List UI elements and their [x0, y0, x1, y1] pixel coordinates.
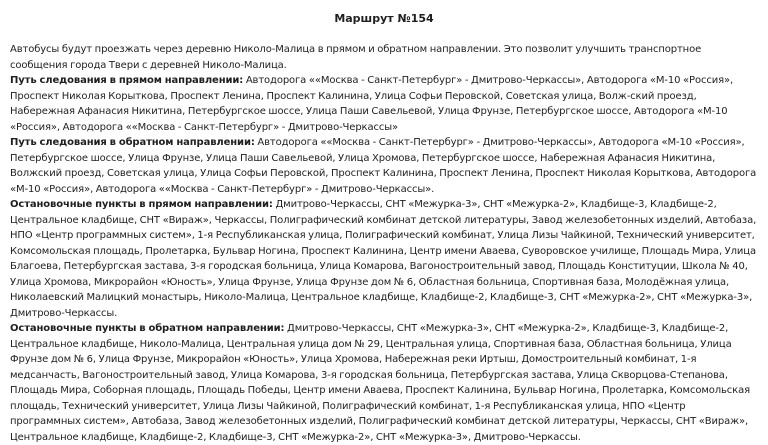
reverse-stops-paragraph [10, 321, 758, 445]
forward-stops-label: Остановочные пункты в прямом направлении: [10, 199, 273, 210]
reverse-route-text: Автодорога ««Москва - Санкт-Петербург» - Дмитрово-Черкассы», Автодорога «М-10 «Россия», Петербургское шоссе, Улица Фрунзе, Улица Паши Савельевой, Улица Хромова, Петербургское шоссе, Набережная Афанасия Никитина, Волжский проезд, Советская улица, Улица Софьи Перовской, Проспект Калинина, Проспект Ленина, Проспект Николая Корыткова, Автодорога «М-10 «Россия», Автодорога ««Москва - Санкт-Петербург» - Дмитрово-Черкассы». [10, 137, 757, 195]
forward-route-text: Автодорога ««Москва - Санкт-Петербург» - Дмитрово-Черкассы», Автодорога «М-10 «Россия», Проспект Николая Корыткова, Проспект Ленина, Проспект Калинина, Улица Софьи Перовской, Советская улица, Волж-ский проезд, Набережная Афанасия Никитина, Петербургское шоссе, Улица Паши Савельевой, Улица Фрунзе, Петербургское шоссе, Автодорога «М-10 «Россия», Автодорога ««Москва - Санкт-Петербург» - Дмитрово-Черкассы» [10, 75, 734, 133]
reverse-route-paragraph [10, 135, 758, 197]
page-title: Маршрут №154 [334, 12, 434, 25]
reverse-stops-text: Дмитрово-Черкассы, СНТ «Межурка-3», СНТ «Межурка-2», Кладбище-3, Кладбище-2, Центральное кладбище, Николо-Малица, Центральная улица дом № 29, Центральная улица, Спортивная база, Областная больница, Улица Фрунзе дом № 6, Улица Фрунзе, Микрорайон «Юность», Улица Хромова, Набережная реки Иртыш, Домостроительный комбинат, 1-я медсанчасть, Вагоностроительный завод, Улица Комарова, 3-я городская больница, Петербургская застава, Улица Скворцова-Степанова, Площадь Мира, Соборная площадь, Площадь Победы, Центр имени Аваева, Проспект Калинина, Бульвар Ногина, Пролетарка, Комсомольская площадь, Технический университет, Улица Лизы Чайкиной, Полиграфический комбинат, 1-я Республиканская улица, НПО «Центр программных систем», Автобаза, Завод железобетонных изделий, Полиграфический комбинат детской литературы, Черкассы, СНТ «Вираж», Центральное кладбище, Кладбище-2, Кладбище-3, СНТ «Межурка-2», СНТ «Межурка-3», Дмитрово-Черкассы. [10, 323, 750, 443]
forward-route-label: Путь следования в прямом направлении: [10, 75, 244, 86]
forward-stops-paragraph [10, 197, 758, 321]
forward-stops-text: Дмитрово-Черкассы, СНТ «Межурка-3», СНТ «Межурка-2», Кладбище-3, Кладбище-2, Центральное кладбище, СНТ «Вираж», Черкассы, Полиграфический комбинат детской литературы, Завод железобетонных изделий, Автобаза, НПО «Центр программных систем», 1-я Республиканская улица, Полиграфический комбинат, Улица Лизы Чайкиной, Технический университет, Комсомольская площадь, Пролетарка, Бульвар Ногина, Проспект Калинина, Центр имени Аваева, Суворовское училище, Площадь Мира, Улица Благоева, Петербургская застава, 3-я городская больница, Улица Комарова, Вагоностроительный завод, Площадь Конституции, Школа № 40, Улица Хромова, Микрорайон «Юность», Улица Фрунзе, Улица Фрунзе дом № 6, Областная больница, Спортивная база, Молодёжная улица, Николаевский Малицкий монастырь, Николо-Малица, Центральное кладбище, Кладбище-2, Кладбище-3, СНТ «Межурка-2», СНТ «Межурка-3», Дмитрово-Черкассы. [10, 199, 757, 319]
reverse-route-label: Путь следования в обратном направлении: [10, 137, 255, 148]
reverse-stops-label: Остановочные пункты в обратном направлении: [10, 323, 285, 334]
intro-paragraph: Автобусы будут проезжать через деревню Николо-Малица в прямом и обратном направлении. Это позволит улучшить транспортное сообщения города Твери с деревней Николо-Малица. [10, 44, 702, 71]
forward-route-paragraph [10, 73, 758, 135]
